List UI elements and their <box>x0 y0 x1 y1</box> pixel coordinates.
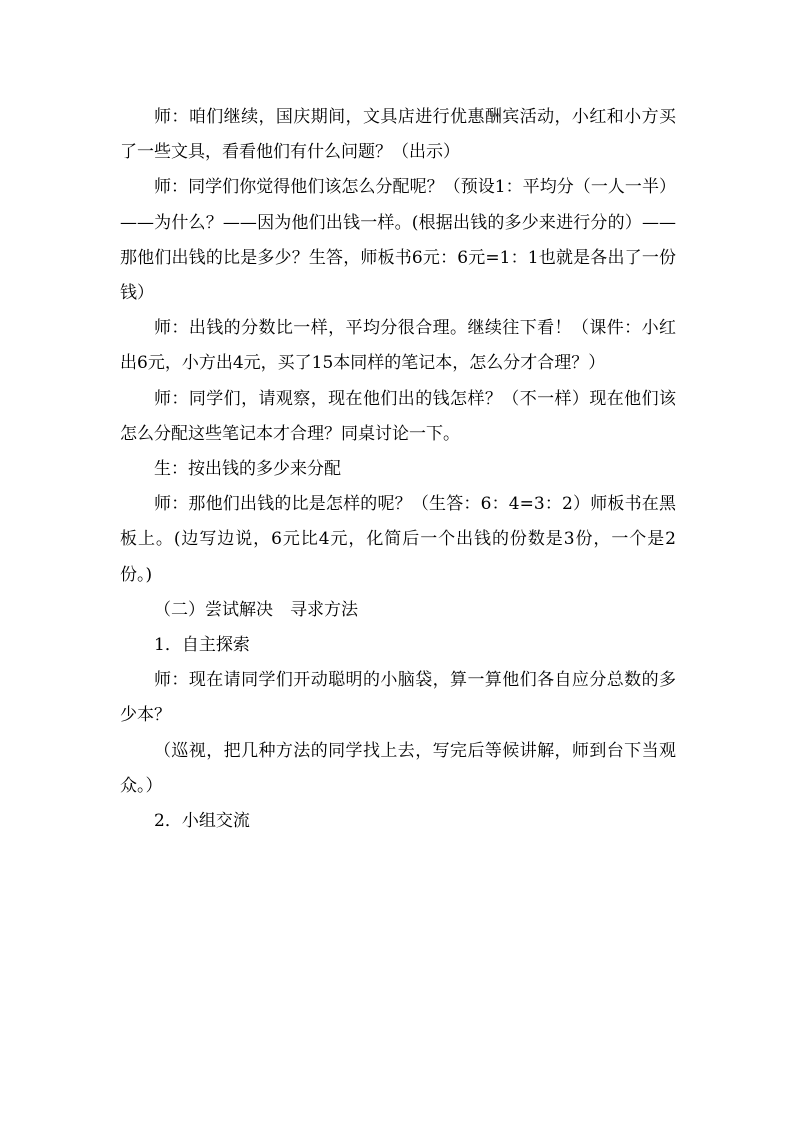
paragraph-teacher-observe: 师：同学们，请观察，现在他们出的钱怎样？（不一样）现在他们该怎么分配这些笔记本才合理？同桌讨论一下。 <box>120 388 676 444</box>
paragraph-teacher-intro: 师：咱们继续，国庆期间，文具店进行优惠酬宾活动，小红和小方买了一些文具，看看他们有什么问题？（出示） <box>120 107 676 163</box>
paragraph-teacher-question-allocation: 师：同学们你觉得他们该怎么分配呢？（预设1：平均分（一人一半）——为什么？——因为他们出钱一样。(根据出钱的多少来进行分的）——那他们出钱的比是多少？生答，师板书6元：6元=1：1也就是各出了一份钱） <box>120 177 676 304</box>
subheading-self-explore: 1．自主探索 <box>154 635 250 656</box>
subheading-group-discussion: 2．小组交流 <box>154 811 250 832</box>
paragraph-student-answer: 生：按出钱的多少来分配 <box>154 459 341 480</box>
paragraph-patrol-note: （巡视，把几种方法的同学找上去，写完后等候讲解，师到台下当观众。） <box>120 740 676 796</box>
paragraph-teacher-calculate: 师：现在请同学们开动聪明的小脑袋，算一算他们各自应分总数的多少本？ <box>120 670 676 726</box>
document-body <box>120 100 676 839</box>
section-heading-try-solve: （二）尝试解决 寻求方法 <box>154 599 358 620</box>
paragraph-teacher-ratio: 师：那他们出钱的比是怎样的呢？（生答：6：4=3：2）师板书在黑板上。(边写边说，6元比4元，化简后一个出钱的份数是3份，一个是2份。) <box>120 494 676 585</box>
paragraph-teacher-courseware: 师：出钱的分数比一样，平均分很合理。继续往下看！（课件：小红出6元，小方出4元，买了15本同样的笔记本，怎么分才合理？） <box>120 318 676 374</box>
